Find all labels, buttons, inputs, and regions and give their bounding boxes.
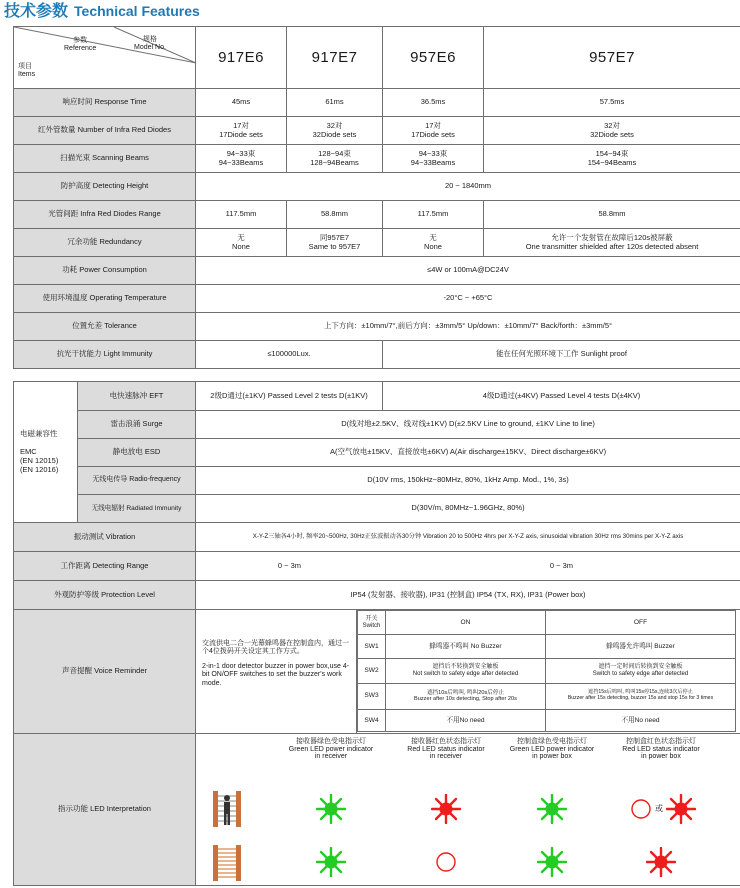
cell: 117.5mm <box>196 201 287 229</box>
row-voice <box>14 610 740 734</box>
switch-table-cell <box>357 610 740 734</box>
row-label: 位置允差 Tolerance <box>14 313 196 341</box>
cell: 117.5mm <box>383 201 484 229</box>
row-esd <box>14 439 740 467</box>
row-label: 雷击浪涌 Surge <box>78 411 196 439</box>
row-label: 工作距离 Detecting Range <box>14 552 196 581</box>
spec-table <box>13 26 740 369</box>
switch-name: SW4 <box>358 709 386 731</box>
row-radio-frequency <box>14 467 740 495</box>
cell: 0 ~ 3m 0 ~ 3m <box>196 552 740 581</box>
switch-off: 蜂鸣器允许鸣叫 Buzzer <box>546 635 736 659</box>
cell: 17对 17Diode sets <box>383 117 484 145</box>
row-label: 无线电辐射 Radiated Immunity <box>78 495 196 523</box>
cell: 45ms <box>196 89 287 117</box>
cell: 17对 17Diode sets <box>196 117 287 145</box>
row-label: 防护高度 Detecting Height <box>14 173 196 201</box>
row-label: 无线电传导 Radio-frequency <box>78 467 196 495</box>
model-957e7: 957E7 <box>484 27 740 89</box>
led-green-box-clear-icon <box>537 847 567 880</box>
row-label: 电快速脉冲 EFT <box>78 382 196 411</box>
header-corner <box>14 27 196 89</box>
row-label: 响应时间 Response Time <box>14 89 196 117</box>
switch-on: 不用No need <box>386 709 546 731</box>
row-protection <box>14 581 740 610</box>
led-green-receiver-clear-icon <box>316 847 346 880</box>
led-green-box-blocked-icon <box>537 794 567 827</box>
row-power <box>14 257 740 285</box>
row-height <box>14 173 740 201</box>
door-blocked-icon <box>212 790 242 828</box>
title-cn: 技术参数 <box>4 3 69 20</box>
cell: 能在任何光照环境下工作 Sunlight proof <box>383 341 740 369</box>
row-range <box>14 201 740 229</box>
cell: D(30V/m, 80MHz~1.96GHz, 80%) <box>196 495 740 523</box>
led-green-receiver-blocked-icon <box>316 794 346 827</box>
row-label: 冗余功能 Redundancy <box>14 229 196 257</box>
cell: 32对 32Diode sets <box>484 117 740 145</box>
cell: 58.8mm <box>484 201 740 229</box>
led-red-box-on-icon <box>666 794 696 827</box>
header-diagonals <box>14 27 196 89</box>
row-light-immunity <box>14 341 740 369</box>
row-detecting-range <box>14 552 740 581</box>
model-label: 规格 Model No. <box>134 36 166 51</box>
cell: 2级D通过(±1KV) Passed Level 2 tests D(±1KV) <box>196 382 383 411</box>
cell: ≤100000Lux. <box>196 341 383 369</box>
cell: ≤4W or 100mA@DC24V <box>196 257 740 285</box>
voice-description: 交流供电二合一光幕蜂鸣器在控制盒内，通过一个4位拨码开关设定其工作方式。 2-in-1 door detector buzzer in power box,use 4-bit ON/OFF switches to set the buzzer's work mode. <box>196 610 357 734</box>
emc-table <box>13 381 740 523</box>
model-917e7: 917E7 <box>287 27 383 89</box>
emc-label: 电磁兼容性 EMC (EN 12015) (EN 12016) <box>14 382 78 523</box>
switch-off: 遮挡一定时间后转换到安全触板 Switch to safety edge after detected <box>546 659 736 683</box>
cell: 同957E7 Same to 957E7 <box>287 229 383 257</box>
switch-off: 遮挡15s后鸣叫, 鸣叫15s停15s,连续3次后停止 Buzzer after 15s detecting, buzzer 15s and stop 15s for 3 times <box>546 683 736 709</box>
switch-header: 开关Switch <box>358 611 386 635</box>
row-tolerance <box>14 313 740 341</box>
cell: 128~94束 128~94Beams <box>287 145 383 173</box>
cell: 94~33束 94~33Beams <box>196 145 287 173</box>
model-917e6: 917E6 <box>196 27 287 89</box>
led-head-red-receiver: 接收器红色状态指示灯 Red LED status indicator in receiver <box>407 738 485 761</box>
row-label: 使用环境温度 Operating Temperature <box>14 285 196 313</box>
led-grid <box>196 734 732 884</box>
row-label: 扫描光束 Scanning Beams <box>14 145 196 173</box>
cell: 无 None <box>196 229 287 257</box>
on-header: ON <box>386 611 546 635</box>
cell: 58.8mm <box>287 201 383 229</box>
row-label: 红外管数量 Number of Infra Red Diodes <box>14 117 196 145</box>
row-surge <box>14 411 740 439</box>
switch-on: 遮挡10s后鸣叫, 鸣叫20s后停止 Buzzer after 10s detecting, Stop after 20s <box>386 683 546 709</box>
row-radiated <box>14 495 740 523</box>
led-head-green-receiver: 接收器绿色受电指示灯 Green LED power indicator in receiver <box>288 738 374 761</box>
led-red-receiver-blocked-icon <box>431 794 461 827</box>
row-label: 声音提醒 Voice Reminder <box>14 610 196 734</box>
led-red-box-clear-icon <box>646 847 676 880</box>
row-label: 光管间距 Infra Red Diodes Range <box>14 201 196 229</box>
switch-off: 不用No need <box>546 709 736 731</box>
header-row <box>14 27 740 89</box>
row-label: 静电放电 ESD <box>78 439 196 467</box>
cell: 上下方向：±10mm/7°,前后方向：±3mm/5° Up/down：±10mm/7° Back/forth：±3mm/5° <box>196 313 740 341</box>
page-title <box>4 0 200 22</box>
row-label: 振动测试 Vibration <box>14 523 196 552</box>
led-head-red-box: 控制盒红色状态指示灯 Red LED status indicator in power box <box>622 738 700 761</box>
cell: 94~33束 94~33Beams <box>383 145 484 173</box>
reference-label: 参数 Reference <box>64 37 97 52</box>
led-red-box-off-icon <box>630 798 652 823</box>
cell: 32对 32Diode sets <box>287 117 383 145</box>
cell: 36.5ms <box>383 89 484 117</box>
switch-name: SW3 <box>358 683 386 709</box>
door-clear-icon <box>212 844 242 882</box>
row-led <box>14 734 740 886</box>
model-957e6: 957E6 <box>383 27 484 89</box>
row-label: 抗光干扰能力 Light Immunity <box>14 341 196 369</box>
cell: D(线对地±2.5KV、线对线±1KV) D(±2.5KV Line to ground, ±1KV Line to line) <box>196 411 740 439</box>
lower-table <box>13 522 740 886</box>
switch-name: SW2 <box>358 659 386 683</box>
cell: 154~94束 154~94Beams <box>484 145 740 173</box>
row-label: 指示功能 LED Interpretation <box>14 734 196 886</box>
items-label: 项目 Items <box>18 63 36 78</box>
cell: A(空气放电±15KV、直接放电±6KV) A(Air discharge±15KV、Direct discharge±6KV) <box>196 439 740 467</box>
title-en: Technical Features <box>74 3 200 19</box>
cell: 61ms <box>287 89 383 117</box>
led-red-receiver-off-icon <box>435 851 457 876</box>
led-grid-cell <box>196 734 740 886</box>
cell: IP54 (发射器、接收器), IP31 (控制盒) IP54 (TX, RX), IP31 (Power box) <box>196 581 740 610</box>
switch-name: SW1 <box>358 635 386 659</box>
row-beams <box>14 145 740 173</box>
cell: 允许一个发射管在故障后120s被屏蔽 One transmitter shielded after 120s detected absent <box>484 229 740 257</box>
cell: -20°C ~ +65°C <box>196 285 740 313</box>
cell: D(10V rms, 150kHz~80MHz, 80%, 1kHz Amp. Mod., 1%, 3s) <box>196 467 740 495</box>
cell: 20 ~ 1840mm <box>196 173 740 201</box>
cell: 无 None <box>383 229 484 257</box>
switch-on: 遮挡后不转换到安全触板 Not switch to safety edge after detected <box>386 659 546 683</box>
row-label: 外观防护等级 Protection Level <box>14 581 196 610</box>
or-text: 或 <box>655 804 663 813</box>
row-vibration <box>14 523 740 552</box>
cell: 4级D通过(±4KV) Passed Level 4 tests D(±4KV) <box>383 382 740 411</box>
switch-table <box>357 610 736 732</box>
cell: 57.5ms <box>484 89 740 117</box>
led-head-green-box: 控制盒绿色受电指示灯 Green LED power indicator in power box <box>509 738 595 761</box>
row-diodes <box>14 117 740 145</box>
row-temperature <box>14 285 740 313</box>
row-response-time <box>14 89 740 117</box>
cell: X-Y-Z三轴各4小时, 频率20~500Hz, 30Hz正弦波振动各30分钟 Vibration 20 to 500Hz 4hrs per X-Y-Z axis, sinusoidal vibration 30Hz rms 30mins per X-Y-Z axis <box>196 523 740 552</box>
row-eft <box>14 382 740 411</box>
off-header: OFF <box>546 611 736 635</box>
row-label: 功耗 Power Consumption <box>14 257 196 285</box>
row-redundancy <box>14 229 740 257</box>
switch-on: 蜂鸣器不鸣叫 No Buzzer <box>386 635 546 659</box>
